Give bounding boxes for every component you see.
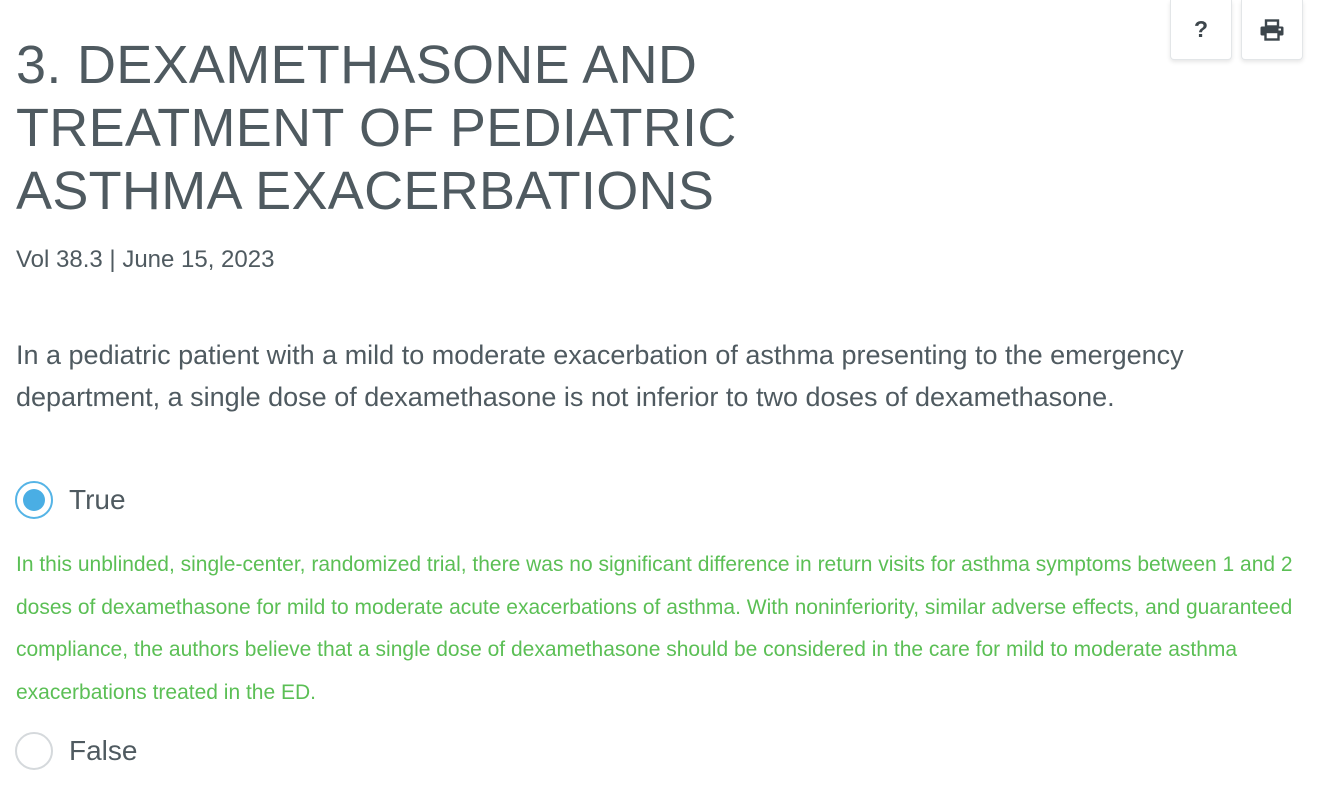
answer-explanation: In this unblinded, single-center, randomized trial, there was no significant difference in return visits for asthma symptoms between 1 and 2 doses of dexamethasone for mild to moderate acute exacerbations of asthma. With noninferiority, similar adverse effects, and guaranteed compliance, the authors believe that a single dose of dexamethasone should be considered in the care for mild to moderate asthma exacerbations treated in the ED.: [16, 553, 1293, 704]
option-true-label: True: [69, 484, 126, 515]
toolbar: [1170, 0, 1303, 60]
help-button[interactable]: [1170, 0, 1232, 60]
radio-selected-dot: [23, 489, 45, 511]
radio-false[interactable]: [15, 732, 53, 770]
option-true[interactable]: [15, 481, 126, 519]
radio-true[interactable]: [15, 481, 53, 519]
printer-icon: [1259, 19, 1285, 41]
question-text: In a pediatric patient with a mild to moderate exacerbation of asthma presenting to the emergency department, a single dose of dexamethasone is not inferior to two doses of dexamethasone.: [16, 340, 1184, 412]
option-false-label: False: [69, 735, 138, 766]
help-icon: ?: [1193, 16, 1209, 42]
print-button[interactable]: [1241, 0, 1303, 60]
article-title: 3. DEXAMETHASONE AND TREATMENT OF PEDIATRIC ASTHMA EXACERBATIONS: [16, 35, 737, 221]
article-meta: Vol 38.3 | June 15, 2023: [16, 246, 275, 273]
option-false[interactable]: [15, 732, 137, 770]
